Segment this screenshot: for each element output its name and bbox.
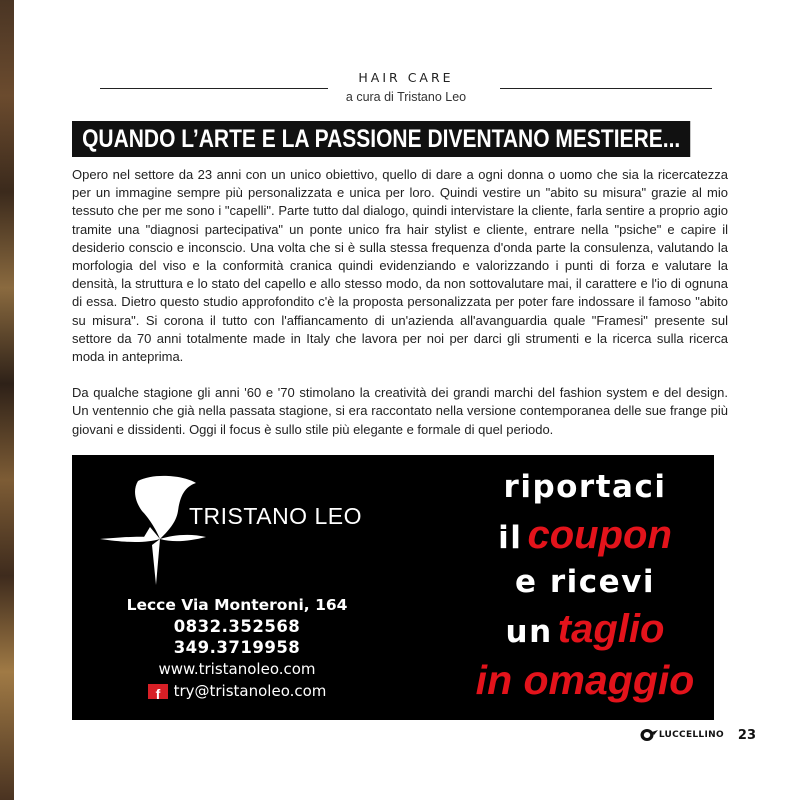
- promo-line-3: e ricevi: [515, 564, 655, 600]
- email-row: [148, 680, 327, 702]
- promo-line-2-red: coupon: [527, 513, 672, 557]
- promo-line-4-white: un: [505, 614, 553, 650]
- promo-line-2-white: il: [498, 520, 523, 556]
- facebook-icon[interactable]: f: [148, 684, 168, 699]
- byline: a cura di Tristano Leo: [345, 90, 467, 104]
- promo-line-1: riportaci: [503, 469, 667, 505]
- article-body: [72, 166, 728, 439]
- address: Lecce Via Monteroni, 164: [126, 596, 348, 614]
- publication-logo: [640, 728, 724, 742]
- kicker-rule-left: [100, 88, 328, 89]
- section-kicker: HAIR CARE: [358, 70, 454, 85]
- phone-number: 0832.352568: [173, 617, 301, 636]
- paragraph: Opero nel settore da 23 anni con un unico obiettivo, quello di dare a ogni donna o uomo che sia la ricercatezza per un immagine sempre più personalizzata e unica per loro. Quindi vestire un "abito su misura" grazie al mio tessuto che per me sono i "capelli". Parte tutto dal dialogo, quindi intervistare la cliente, farla sentire a proprio agio tramite una "diagnosi partecipativa" un ponte unico fra hair stylist e cliente, entrare nella "psiche" e capire il desiderio conscio e inconscio. Una volta che si è sulla stessa frequenza d'onda parte la consulenza, valutando la morfologia del viso e la conformità cranica quindi evidenziando e valorizzando i punti di forza e valutare la densità, la struttura e lo stato del capello e allo stesso modo, da non sottovalutare mai, il carattere e l'io di ognuna di essa. Dietro questo studio approfondito c'è la proposta personalizzata per poter fare indossare il famoso "abito su misura". Si corona il tutto con l'affiancamento di un'azienda all'avanguardia quale "Framesi" presente sul settore da 70 anni totalmente made in Italy che lavora per noi per darci gli strumenti e la ricerca sulla ricerca moda in anteprima.: [72, 167, 728, 365]
- brand-name: TRISTANO LEO: [189, 503, 362, 529]
- paragraph: Da qualche stagione gli anni '60 e '70 stimolano la creatività dei grandi marchi del fashion system e del design. Un ventennio che già nella passata stagione, si era raccontato nella versione contemporanea delle sue frange più giovani e dissidenti. Oggi il focus è sullo stile più elegante e formale di quel periodo.: [72, 385, 728, 437]
- article-headline: QUANDO L’ARTE E LA PASSIONE DIVENTANO MESTIERE...: [72, 121, 690, 157]
- promo-block: [460, 465, 710, 705]
- phone-number: 349.3719958: [173, 638, 301, 657]
- publication-name: LUCCELLINO: [658, 730, 724, 740]
- page-footer: [640, 724, 756, 746]
- promo-line-5-red: in omaggio: [475, 657, 695, 703]
- page-number: 23: [737, 727, 756, 743]
- email-link[interactable]: try@tristanoleo.com: [173, 682, 327, 700]
- page-edge-texture: [0, 0, 14, 800]
- kicker-rule-right: [500, 88, 712, 89]
- bird-icon: [640, 728, 658, 742]
- section-header: [100, 68, 712, 108]
- promo-line-4-red: taglio: [557, 607, 665, 651]
- salon-advertisement: [72, 455, 714, 720]
- contact-block: [112, 595, 362, 703]
- website-link[interactable]: www.tristanoleo.com: [158, 660, 316, 678]
